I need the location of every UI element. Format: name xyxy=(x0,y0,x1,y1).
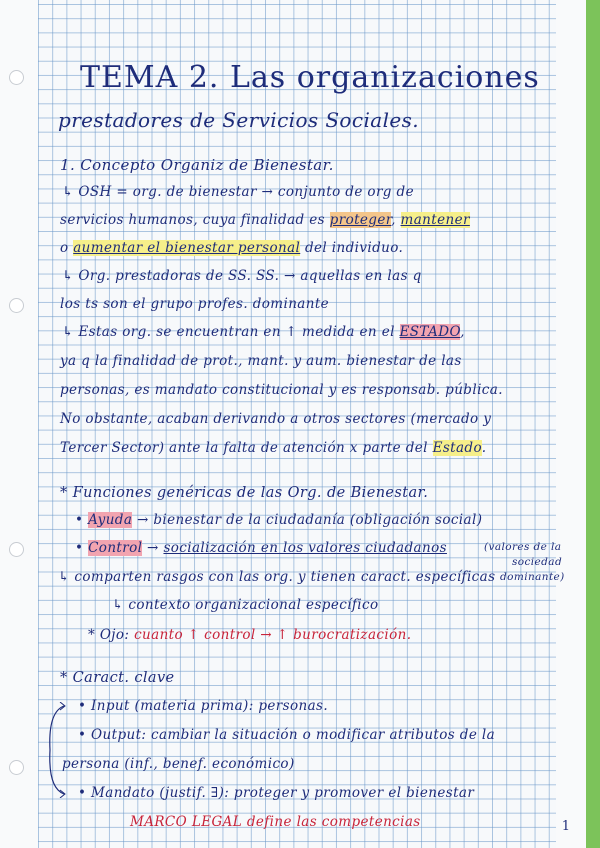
bullet-item: • Ayuda → bienestar de la ciudadanía (obligación social) xyxy=(75,512,483,528)
bullet-item: • Mandato (justif. ∃): proteger y promover el bienestar xyxy=(78,785,475,801)
text-line: persona (inf., benef. económico) xyxy=(62,756,295,772)
highlight: aumentar el bienestar personal xyxy=(73,240,301,256)
highlight: ESTADO xyxy=(399,324,461,340)
text-line: ↳ comparten rasgos con las org. y tienen caract. específicas xyxy=(58,569,496,585)
bullet-item: • Input (materia prima): personas. xyxy=(78,698,329,714)
text-line: o aumentar el bienestar personal del individuo. xyxy=(60,240,404,256)
bullet-item: • Output: cambiar la situación o modificar atributos de la xyxy=(78,727,496,743)
text-line: No obstante, acaban derivando a otros sectores (mercado y xyxy=(60,411,492,427)
punch-hole xyxy=(9,298,24,313)
highlight: Control xyxy=(88,540,143,556)
bracket-arrow-icon xyxy=(46,702,66,798)
green-edge xyxy=(586,0,600,848)
marco-legal-note: MARCO LEGAL define las competencias xyxy=(130,814,421,830)
highlight: Ayuda xyxy=(88,512,133,528)
page-subtitle: prestadores de Servicios Sociales. xyxy=(58,108,420,132)
section-heading: 1. Concepto Organiz de Bienestar. xyxy=(60,156,334,174)
page-number: 1 xyxy=(561,819,570,834)
text-line: ↳ OSH = org. de bienestar → conjunto de org de xyxy=(62,184,414,200)
ojo-note: cuanto ↑ control → ↑ burocratización. xyxy=(134,627,412,643)
punch-hole xyxy=(9,542,24,557)
text-line: Tercer Sector) ante la falta de atención x parte del Estado. xyxy=(60,440,487,456)
text-line: * Ojo: cuanto ↑ control → ↑ burocratización. xyxy=(88,627,412,643)
margin-note: (valores de la xyxy=(484,541,562,553)
text-line: ya q la finalidad de prot., mant. y aum. bienestar de las xyxy=(60,353,462,369)
bullet-item: • Control → socialización en los valores ciudadanos xyxy=(75,540,447,556)
highlight: Estado xyxy=(432,440,482,456)
margin-note: dominante) xyxy=(500,571,565,583)
margin-note: sociedad xyxy=(512,556,563,568)
section-heading: * Caract. clave xyxy=(60,670,175,686)
page-title: TEMA 2. Las organizaciones xyxy=(80,60,540,95)
section-heading: * Funciones genéricas de las Org. de Bienestar. xyxy=(60,485,429,501)
text-line: servicios humanos, cuya finalidad es proteger, mantener xyxy=(60,212,470,228)
text-line: ↳ Org. prestadoras de SS. SS. → aquellas en las q xyxy=(62,268,422,284)
punch-hole xyxy=(9,760,24,775)
highlight: mantener xyxy=(400,212,470,228)
left-margin xyxy=(0,0,38,848)
punch-hole xyxy=(9,70,24,85)
text-line: los ts son el grupo profes. dominante xyxy=(60,296,330,312)
right-margin xyxy=(556,0,586,848)
text-line: ↳ Estas org. se encuentran en ↑ medida en el ESTADO, xyxy=(62,324,465,340)
text-line: personas, es mandato constitucional y es responsab. pública. xyxy=(60,382,503,398)
text-line: ↳ contexto organizacional específico xyxy=(112,597,379,613)
highlight: proteger xyxy=(329,212,392,228)
